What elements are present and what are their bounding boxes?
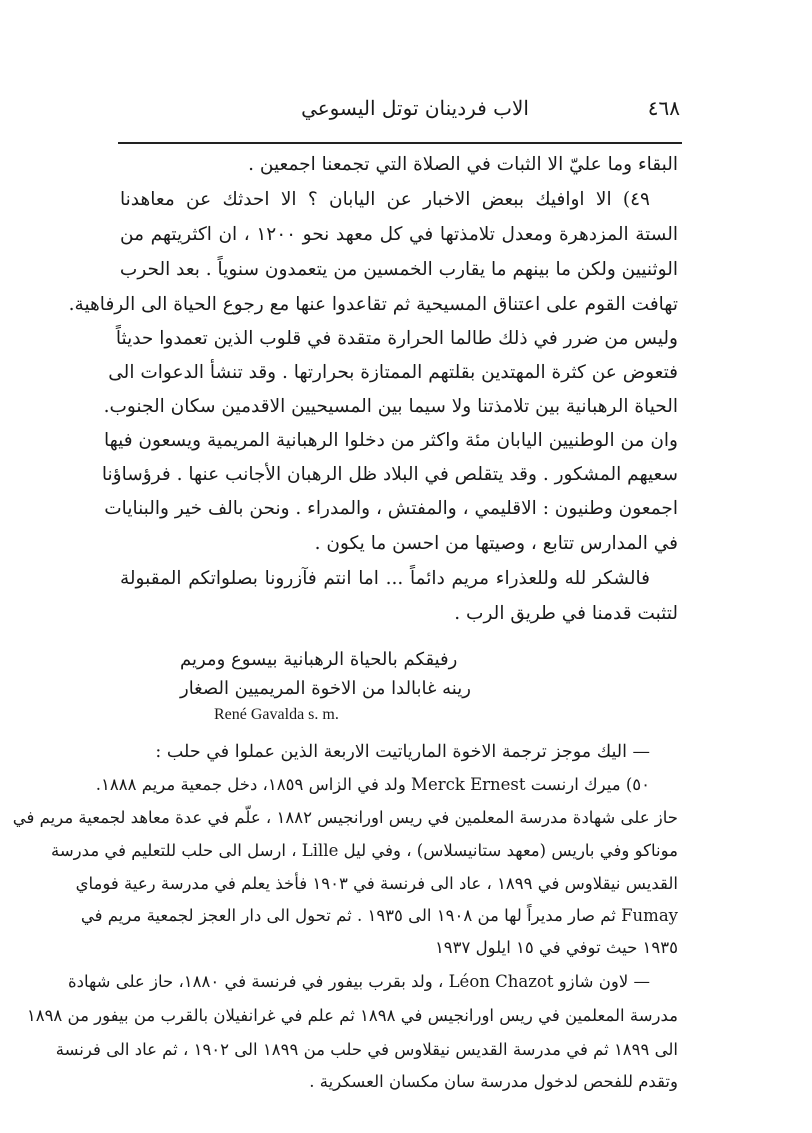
body-line: وليس من ضرر في ذلك طالما الحرارة متقدة في قلوب الذين تعمدوا حديثاً [115,328,678,349]
header-rule [118,142,682,144]
paragraph-49-start: ٤٩) الا اوافيك ببعض الاخبار عن اليابان ؟ الا احدثك عن معاهدنا [120,189,650,210]
entry-line: القديس نيقلاوس في ١٨٩٩ ، عاد الى فرنسة في ١٩٠٣ فأخذ يعلم في مدرسة رعية فوماي [75,874,678,893]
body-line: فتعوض عن كثرة المهتدين بقلتهم الممتازة بحرارتها . وقد تنشأ الدعوات الى [108,362,678,383]
entry-line: ١٩٣٥ حيث توفي في ١٥ ايلول ١٩٣٧ [434,938,678,957]
signature-closing: رفيقكم بالحياة الرهبانية بيسوع ومريم [180,649,458,670]
entry-line: حاز على شهادة مدرسة المعلمين في ريس اورانجيس ١٨٨٢ ، علّم في عدة معاهد لجمعية مريم في [12,808,678,827]
body-line: البقاء وما عليّ الا الثبات في الصلاة التي تجمعنا اجمعين . [248,154,678,175]
signature-name-arabic: رينه غابالدا من الاخوة المريميين الصغار [180,678,471,699]
body-line: الحياة الرهبانية بين تلامذتنا ولا سيما بين المسيحيين الاقدمين سكان الجنوب. [103,396,678,417]
body-line: سعيهم المشكور . وقد يتقلص في البلاد ظل الرهبان الأجانب عنها . فرؤساؤنا [101,464,678,485]
body-line: الستة المزدهرة ومعدل تلامذتها في كل معهد نحو ١٢٠٠ ، ان اكثريتهم من [120,224,678,245]
body-line: فالشكر لله وللعذراء مريم دائماً ... اما انتم فآزرونا بصلواتكم المقبولة [120,568,650,589]
body-line: تهافت القوم على اعتناق المسيحية ثم تقاعدوا عنها مع رجوع الحياة الى الرفاهية. [68,294,678,315]
entry-line: Fumay ثم صار مديراً لها من ١٩٠٨ الى ١٩٣٥ . ثم تحول الى دار العجز لجمعية مريم في [80,906,678,925]
page-number: ٤٦٨ [647,96,680,120]
signature-name-latin: René Gavalda s. m. [214,706,339,723]
entry-line: الى ١٨٩٩ ثم في مدرسة القديس نيقلاوس في حلب من ١٨٩٩ الى ١٩٠٢ ، ثم عاد الى فرنسة [55,1040,678,1059]
body-line: الوثنيين ولكن ما بينهم ما يقارب الخمسين من يتعمدون سنوياً . بعد الحرب [119,259,678,280]
entry-line: وتقدم للفحص لدخول مدرسة سان مكسان العسكرية . [309,1072,678,1091]
entry-line: موناكو وفي باريس (معهد ستانيسلاس) ، وفي ليل Lille ، ارسل الى حلب للتعليم في مدرسة [51,841,678,860]
entry-50-start: ٥٠) ميرك ارنست Merck Ernest ولد في الزاس ١٨٥٩، دخل جمعية مريم ١٨٨٨. [95,775,650,794]
running-title: الاب فردينان توتل اليسوعي [301,96,529,120]
body-line: اجمعون وطنيون : الاقليمي ، والمفتش ، والمدراء . ونحن بالف خير والبنايات [104,498,678,519]
entry-line: مدرسة المعلمين في ريس اورانجيس في ١٨٩٨ ثم علم في غرانفيلان بالقرب من بيفور من ١٨٩٨ [26,1006,678,1025]
body-line: في المدارس تتابع ، وصيتها من احسن ما يكون . [314,533,678,554]
body-line: وان من الوطنيين اليابان مئة واكثر من دخلوا الرهبانية المريمية ويسعون فيها [103,430,678,451]
entry-chazot-start: — لاون شازو Léon Chazot ، ولد بقرب بيفور في فرنسة في ١٨٨٠، حاز على شهادة [68,972,650,991]
page-header [120,96,680,130]
section-intro: — اليك موجز ترجمة الاخوة المارياتيت الاربعة الذين عملوا في حلب : [155,742,650,762]
body-line: لتثبت قدمنا في طريق الرب . [454,603,678,624]
